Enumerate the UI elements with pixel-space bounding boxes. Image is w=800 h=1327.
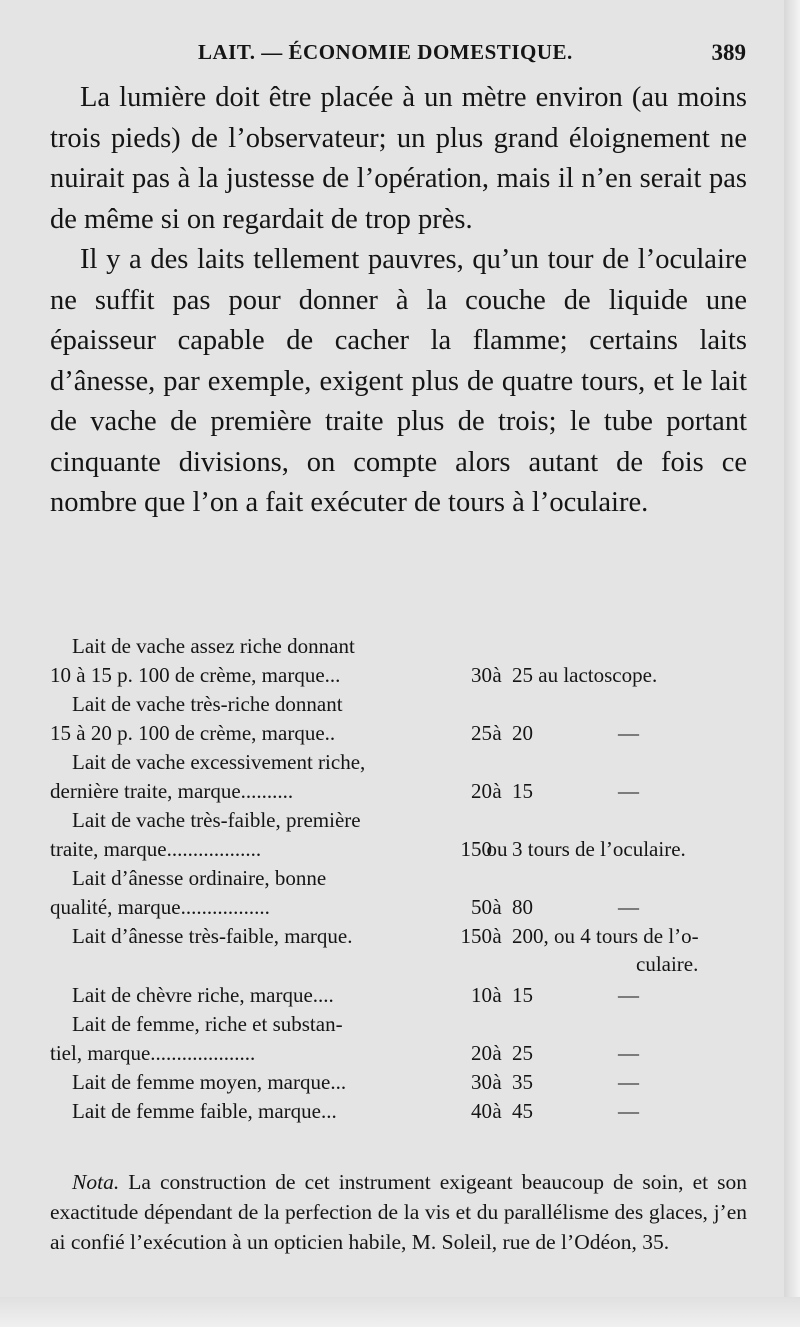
table-row — [50, 632, 747, 690]
row-label-line1: Lait de vache assez riche donnant — [72, 634, 355, 658]
reading-to: 35 — [512, 1070, 533, 1094]
row-label-line1: Lait de vache excessivement riche, — [72, 750, 366, 774]
table-row — [50, 922, 747, 977]
table-row — [50, 981, 747, 1010]
reading-to: 25 — [512, 1041, 533, 1065]
page-bottom-margin — [0, 1297, 800, 1327]
reading-from: 50 — [471, 895, 492, 919]
table-row — [50, 1010, 747, 1068]
nota-text: La construction de cet instrument exigeant beaucoup de soin, et son exactitude dépendant de la perfection de la vis et du parallélisme des glaces, j’en ai confié l’exécution à un opticien habile, M. Soleil, rue de l’Odéon, 35. — [50, 1170, 748, 1254]
page-number: 389 — [711, 40, 746, 65]
reading-connector: à — [492, 924, 502, 948]
row-label-line2: tiel, marque.................... — [50, 1041, 256, 1065]
row-label-line1: Lait de femme, riche et substan- — [72, 1012, 343, 1036]
reading-from: 20 — [471, 1041, 492, 1065]
reading-from: 30 — [471, 1070, 492, 1094]
reading-from: 30 — [471, 663, 492, 687]
row-label: Lait de femme faible, marque... — [72, 1099, 337, 1123]
reading-connector: ou — [486, 837, 508, 861]
reading-from: 150 — [460, 924, 492, 948]
ditto-dash: — — [618, 895, 639, 919]
reading-to: 15 — [512, 779, 533, 803]
reading-to: 200, ou 4 tours de l’o- — [512, 924, 699, 948]
running-head: LAIT. — ÉCONOMIE DOMESTIQUE. — [198, 40, 573, 64]
reading-connector: à — [492, 721, 502, 745]
reading-connector: à — [492, 779, 502, 803]
ditto-dash: — — [618, 983, 639, 1007]
table-row — [50, 806, 747, 864]
reading-from: 20 — [471, 779, 492, 803]
page-header — [48, 40, 750, 74]
row-label-line2: 10 à 15 p. 100 de crème, marque... — [50, 663, 341, 687]
reading-connector: à — [492, 1070, 502, 1094]
reading-from: 10 — [471, 983, 492, 1007]
reading-from: 25 — [471, 721, 492, 745]
table-row — [50, 690, 747, 748]
row-label-line1: Lait d’ânesse ordinaire, bonne — [72, 866, 327, 890]
reading-connector: à — [492, 1099, 502, 1123]
ditto-dash: — — [618, 721, 639, 745]
page-edge-shadow — [784, 0, 800, 1327]
ditto-dash: — — [618, 1070, 639, 1094]
table-row — [50, 1097, 747, 1126]
paragraph-light-position: La lumière doit être placée à un mètre environ (au moins trois pieds) de l’observateur; un plus grand éloignement ne nuirait pas à la justesse de l’opération, mais il n’en serait pas de même si on regardait de trop près. — [50, 82, 747, 235]
reading-continuation: culaire. — [636, 952, 699, 976]
ditto-dash: — — [618, 779, 639, 803]
reading-to: 80 — [512, 895, 533, 919]
row-label-line1: Lait de vache très-faible, première — [72, 808, 361, 832]
table-row — [50, 864, 747, 922]
reading-to: 45 — [512, 1099, 533, 1123]
ditto-dash: — — [618, 1041, 639, 1065]
reading-to: 3 tours de l’oculaire. — [512, 837, 686, 861]
reading-connector: à — [492, 1041, 502, 1065]
row-label-line2: traite, marque.................. — [50, 837, 262, 861]
reading-connector: à — [492, 663, 502, 687]
reading-connector: à — [492, 895, 502, 919]
row-label: Lait de femme moyen, marque... — [72, 1070, 347, 1094]
milk-readings-table — [50, 632, 747, 1126]
ditto-dash: — — [618, 1099, 639, 1123]
reading-from: 150 — [460, 837, 492, 861]
row-label: Lait de chèvre riche, marque.... — [72, 983, 334, 1007]
paragraph-poor-milks: Il y a des laits tellement pauvres, qu’un tour de l’oculaire ne suffit pas pour donner à la couche de liquide une épaisseur capable de cacher la flamme; certains laits d’ânesse, par exemple, exigent plus de quatre tours, et le lait de vache de première traite plus de trois; le tube portant cinquante divisions, on compte alors autant de fois ce nombre que l’on a fait exécuter de tours à l’oculaire. — [50, 244, 747, 518]
row-label-line2: qualité, marque................. — [50, 895, 270, 919]
row-label-line2: 15 à 20 p. 100 de crème, marque.. — [50, 721, 336, 745]
reading-from: 40 — [471, 1099, 492, 1123]
reading-to: 25 au lactoscope. — [512, 663, 658, 687]
row-label: Lait d’ânesse très-faible, marque. — [72, 924, 353, 948]
reading-connector: à — [492, 983, 502, 1007]
row-label-line1: Lait de vache très-riche donnant — [72, 692, 343, 716]
table-row — [50, 748, 747, 806]
row-label-line2: dernière traite, marque.......... — [50, 779, 294, 803]
reading-to: 20 — [512, 721, 533, 745]
reading-to: 15 — [512, 983, 533, 1007]
nota-footnote — [50, 1167, 747, 1257]
nota-label: Nota. — [72, 1170, 120, 1194]
body-text — [50, 78, 747, 524]
table-row — [50, 1068, 747, 1097]
